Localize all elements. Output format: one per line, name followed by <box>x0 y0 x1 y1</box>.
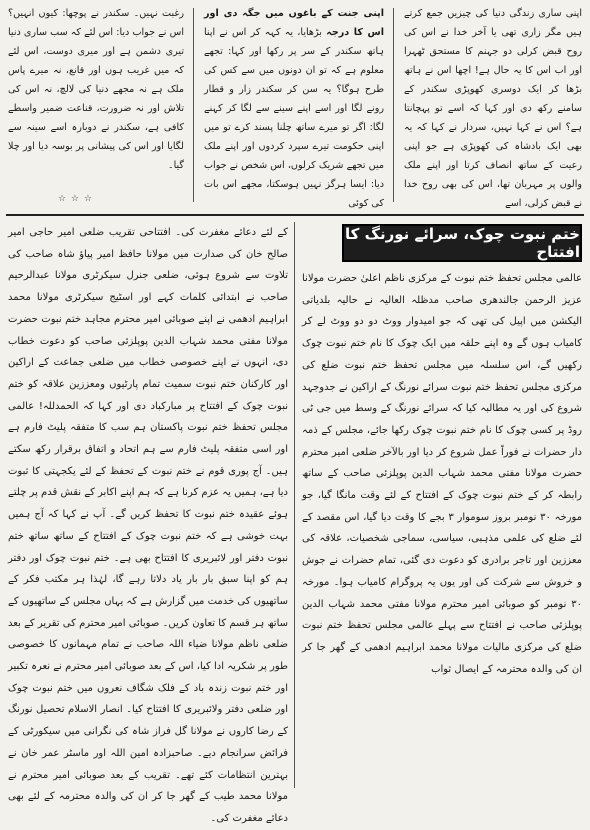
story-column-2-body: بڑھایا، یہ کہہ کر اس نے اپنا ہاتھ سکندر کے سر پر رکھا اور کہا: تجھے معلوم ہے کہ تو ان دونوں میں سے کس کی طرح ہوگا؟ یہ سن کر سکندر زار و قطار رونے لگا اور اسے اپنے سینے سے لگا کر کہنے لگا: اگر تو میرے ساتھ چلنا پسند کرے تو میں اپنی حکومت تیرے سپرد کردوں اور اپنے ملک میں تجھے شریک کرلوں، اس شخص نے جواب دیا: ایسا ہرگز نہیں ہوسکتا، مجھے اس بات کی کوئی <box>204 27 384 209</box>
article-right-column-text: عالمی مجلس تحفظ ختم نبوت کے مرکزی ناظم اعلیٰ حضرت مولانا عزیز الرحمن جالندھری صاحب مدظلہ العالیہ نے حالیہ بلدیاتی الیکشن میں اپیل کی تھی کہ جو امیدوار ووٹ دو دو ووٹ لے کر کامیاب ہوں گے وہ اپنے حلقہ میں ایک چوک کا نام ختم نبوت چوک رکھیں گے، اس سلسلہ میں مجلس تحفظ ختم نبوت ضلع کی مرکزی مجلس تحفظ ختم نبوت سرائے نورنگ کے اراکین نے جدوجہد شروع کی اور یہ مطالبہ کیا کہ سرائے نورنگ کے وسط میں جی ٹی روڈ پر کسی چوک کا نام ختم نبوت چوک رکھا جائے، مجلس کے ذمہ دار حضرات نے فوراً عمل شروع کر دیا اور بالآخر ضلعی امیر محترم حضرت مولانا مفتی محمد شہاب الدین پوپلزئی صاحب کے ساتھ رابطہ کر کے ختم نبوت چوک کے افتتاح کے لئے وقت مانگا گیا، جو مورخہ ۳۰ نومبر بروز سوموار ۳ بجے کا وقت دیا گیا، اس مقصد کے لئے ضلع کی علمی مذہبی، سیاسی، سماجی شخصیات، علاقہ کی معززین اور تاجر برادری کو دعوت دی گئی، تمام حضرات نے جوش و خروش سے شرکت کی اور یوں یہ پروگرام کامیاب ہوا۔ مورخہ ۳۰ نومبر کو صوبائی امیر محترم مولانا مفتی محمد شہاب الدین پوپلزئی صاحب نے افتتاح سے پہلے عالمی مجلس تحفظ ختم نبوت ضلع کی مرکزی مالیات مولانا محمد ابراہیم ادھمی کے گھر جا کر ان کی والدہ محترمہ کے ایصال ثواب <box>302 273 582 675</box>
article-section <box>8 222 582 824</box>
column-divider <box>193 8 194 202</box>
column-divider <box>393 8 394 202</box>
story-column-3 <box>8 4 184 176</box>
story-column-1 <box>404 4 582 209</box>
article-left-column-text: کے لئے دعائے مغفرت کی۔ افتتاحی تقریب ضلعی امیر حاجی امیر صالح خان کی صدارت میں مولانا حافظ امیر پیاؤ شاہ صاحب کی تلاوت سے شروع ہوئی، ضلعی جنرل سیکرٹری مولانا عبدالرحیم صاحب نے ابتدائی کلمات کہے اور اسٹیج سیکرٹری مولانا محمد ابراہیم ادھمی نے اپنے صوبائی امیر محترم مجاہد ختم نبوت حضرت مولانا مفتی محمد شہاب الدین پوپلزئی صاحب کو دعوت خطاب دی، انہوں نے اپنے خصوصی خطاب میں ضلعی جماعت کے اراکین اور کارکنان ختم نبوت سمیت تمام پارٹیوں ومعززین علاقہ کو ختم نبوت چوک کے افتتاح پر مبارکباد دی اور کہا کہ الحمدللہ! عالمی مجلس تحفظ ختم نبوت پاکستان ہم سب کا متفقہ پلیٹ فارم ہے اور اسی متفقہ پلیٹ فارم سے ہم اتحاد و اتفاق برقرار رکھ سکتے ہیں۔ آج پوری قوم نے ختم نبوت کے تحفظ کے لئے یکجہتی کا ثبوت دیا ہے، ہمیں یہ عزم کرنا ہے کہ ہم اپنے اکابر کے نقش قدم پر چلتے ہوئے عقیدہ ختم نبوت کا تحفظ کریں گے۔ آپ نے کہا کہ آج ہمیں بہت خوشی ہے کہ ختم نبوت چوک کے افتتاح کے ساتھ ساتھ ختم نبوت دفتر اور لائبریری کا افتتاح بھی ہے۔ ختم نبوت چوک اور دفتر ہم کو اپنا سبق بار بار یاد دلاتا رہے گا، لہٰذا ہر مکتب فکر کے ساتھیوں کی خدمت میں گزارش ہے کہ یہاں مجلس کے ساتھیوں کے ساتھ ہر قسم کا تعاون کریں۔ صوبائی امیر محترم کی تقریر کے بعد ضلعی ناظم مولانا ضیاء اللہ صاحب نے تمام مہمانوں کا خصوصی طور پر شکریہ ادا کیا، اس کے بعد صوبائی امیر محترم نے نعرہ تکبیر اور ختم نبوت زندہ باد کے فلک شگاف نعروں میں ختم نبوت چوک اور ضلعی دفتر ولائبریری کا افتتاح کیا۔ انصار الاسلام تحصیل نورنگ کے رضا کاروں نے مولانا گل فراز شاہ کی نگرانی میں سیکورٹی کے فرائض سرانجام دیے۔ صاحبزادہ امین اللہ اور ماسٹر عمر خان نے بہترین انتظامات کئے تھے۔ تقریب کے بعد صوبائی امیر محترم نے مولانا محمد طیب کے گھر جا کر ان کی والدہ محترمہ کے لئے بھی دعائے مغفرت کی۔ <box>8 227 288 824</box>
story-column-2-text <box>204 4 384 213</box>
story-continuation-section <box>8 4 582 214</box>
article-headline: ختم نبوت چوک، سرائے نورنگ کا افتتاح <box>342 224 582 262</box>
article-right-column <box>302 268 582 788</box>
story-column-3-text: رغبت نہیں۔ سکندر نے پوچھا: کیوں انہیں؟ اس نے جواب دیا: اس لئے کہ سب ساری دنیا تیری دشمن ہے اور میری دوست، اس لئے کہ میں غریب ہوں اور قانع، نہ میرے پاس ملک ہے نہ مجھے دنیا کی لالچ، نہ اس کی تلاش اور نہ ضرورت، قناعت ضمیر واسطے کافی ہے، سکندر نے دوبارہ اسے سینہ سے لگایا اور اس کی پیشانی پر بوسہ دیا اور چلا گیا۔ <box>8 8 184 171</box>
section-divider <box>6 214 584 216</box>
story-column-1-text: اپنی ساری زندگی دنیا کی چیزیں جمع کرتے ہیں مگر زاری تھی یا آخر خدا نے اس کی روح قبض کرلی دو جہنم کا مستحق ٹھہرا اور اب اس کا یہ حال ہے! اچھا اس نے ہاتھ بڑھا کر ایک دوسری کھوپڑی سکندر کے سامنے رکھ دی اور کہا کہ اسے تو پہچانتا ہے؟ اس نے کہا نہیں، سردار نے کہا کہ یہ بھی ایک بادشاہ کی کھوپڑی ہے جو اپنی رعیت کے ساتھ انصاف کرتا اور اپنے ملک والوں پر مہربان تھا، اس کی بھی روح خدا نے قبض کرلی، اسے <box>404 8 582 209</box>
article-left-column <box>8 222 288 824</box>
separator-stars: ☆ ☆ ☆ <box>58 194 93 204</box>
column-divider <box>294 222 295 788</box>
story-column-2-bold-lead: اپنی جنت کے باغوں میں جگہ دی اور اس کا درجہ <box>204 8 384 38</box>
story-column-2 <box>204 4 384 209</box>
